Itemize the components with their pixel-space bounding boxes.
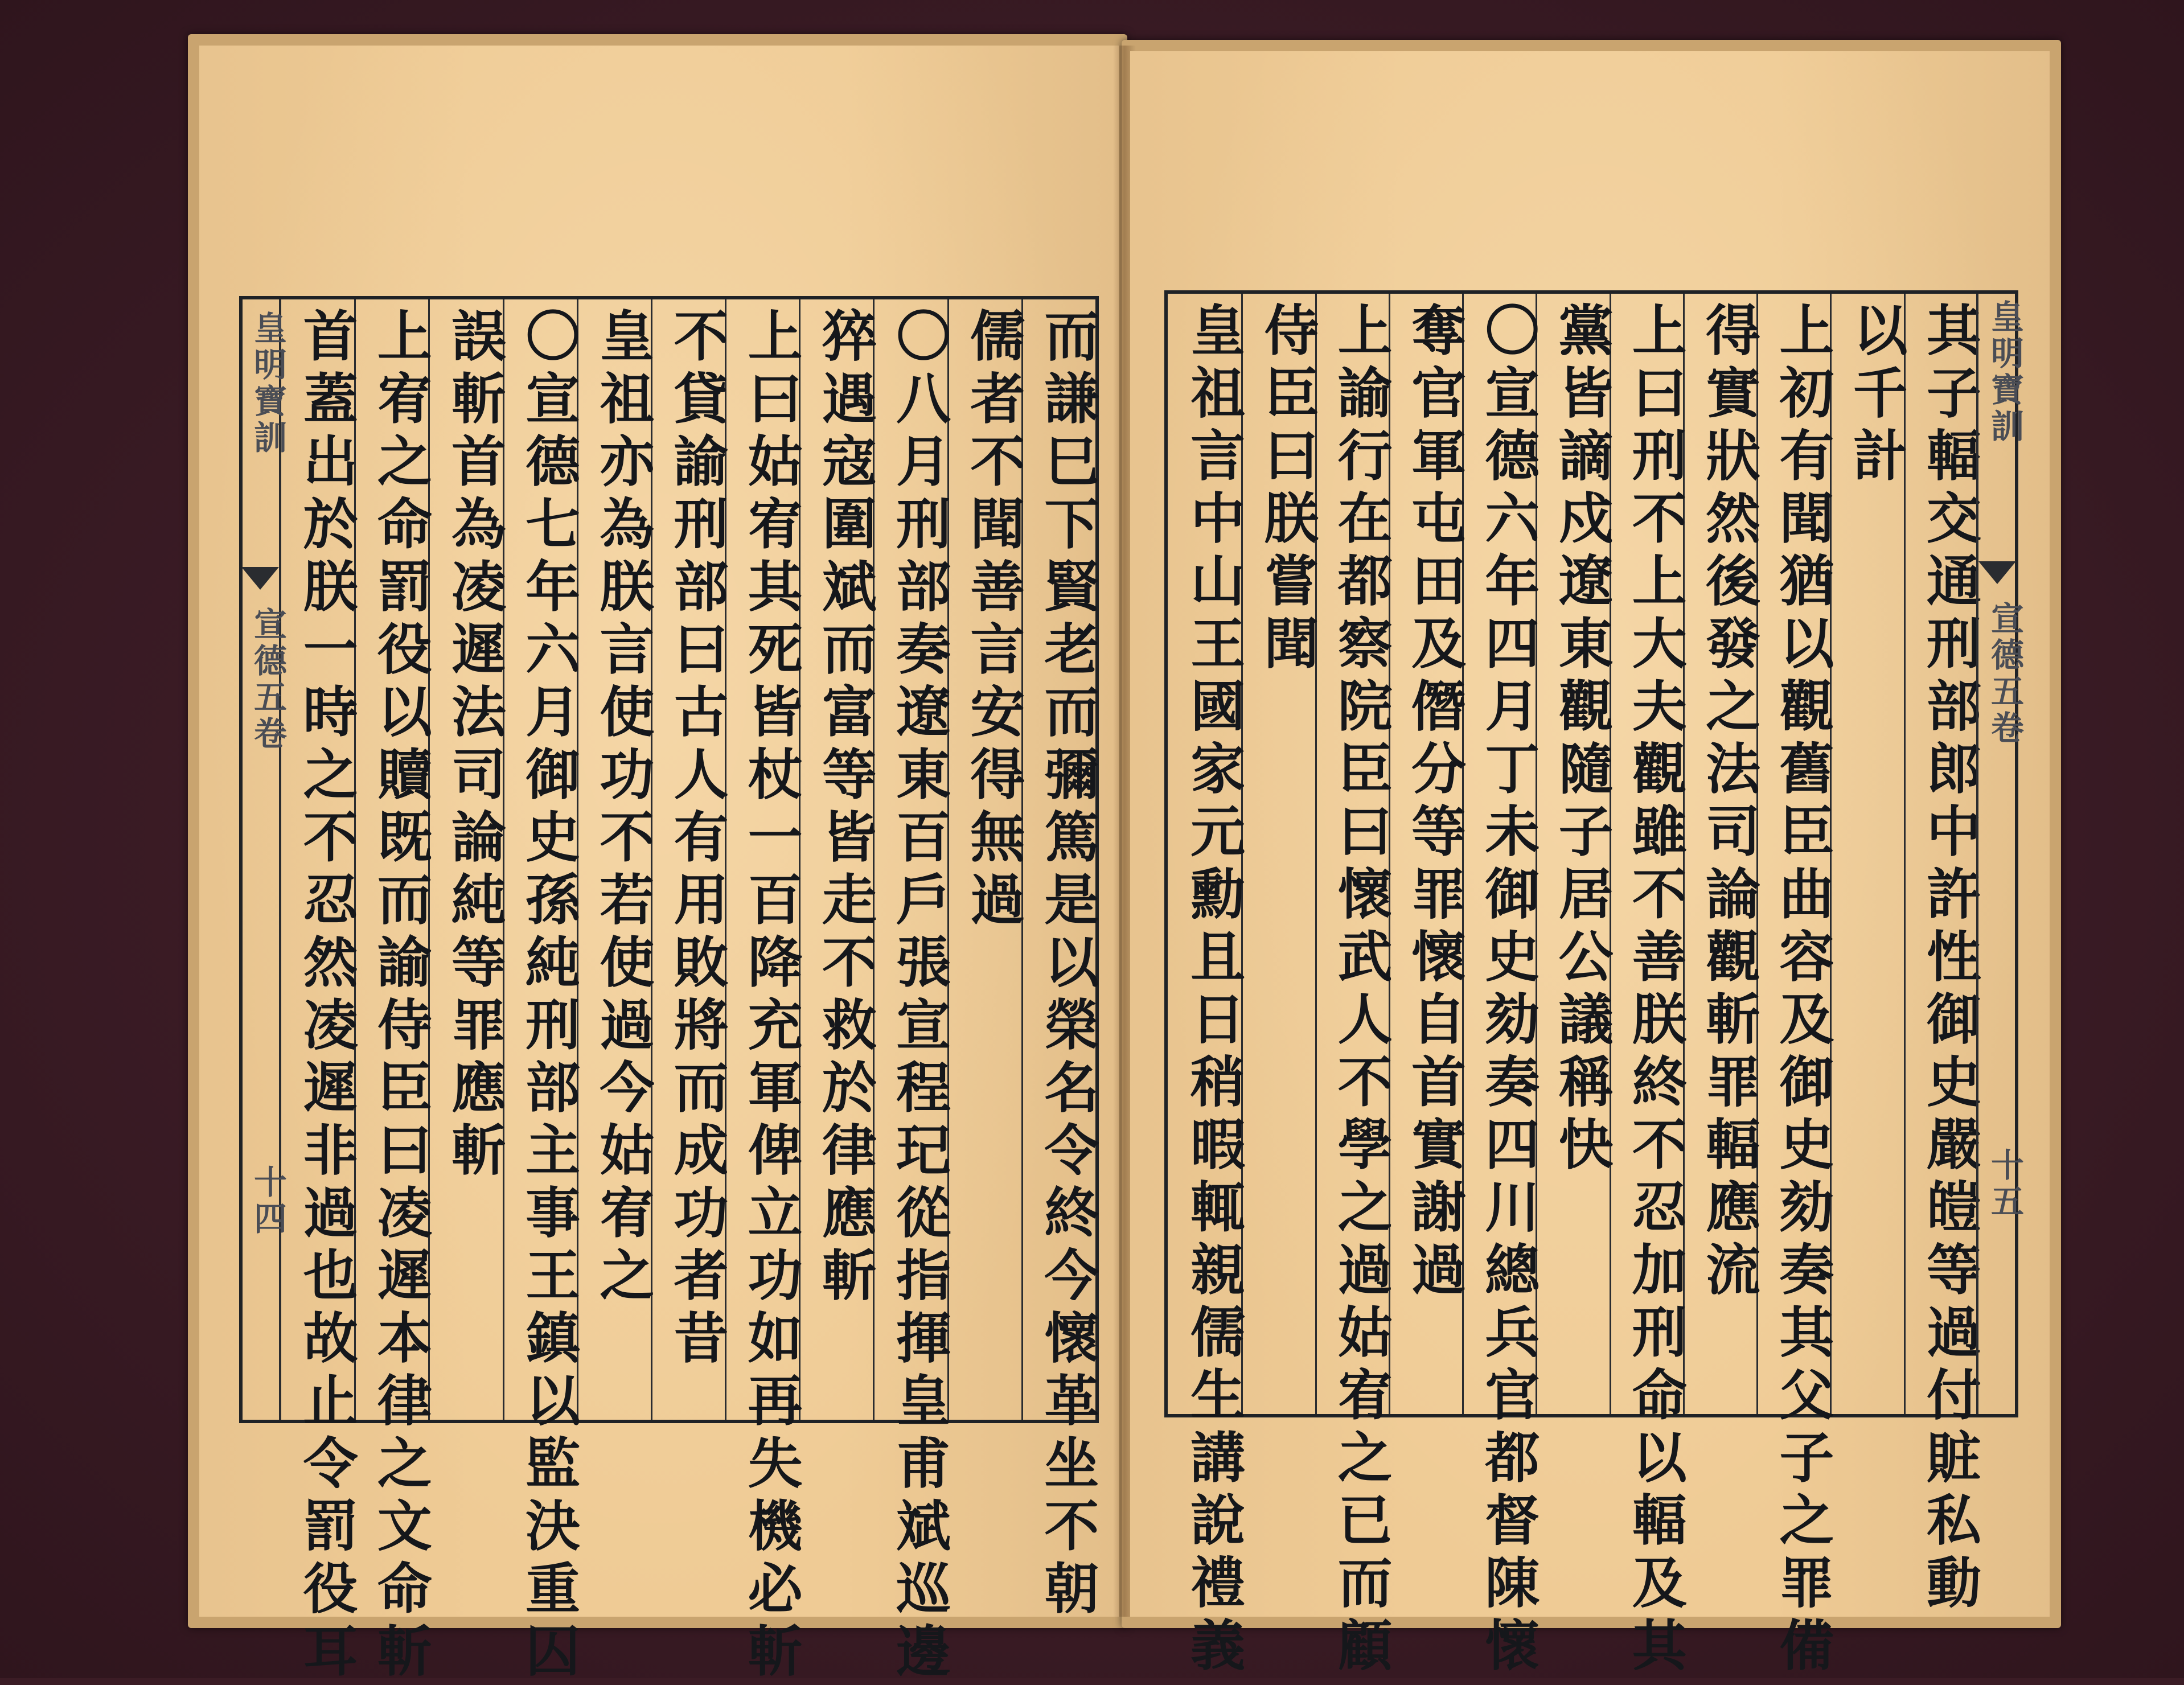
right_page-text-column: 〇宣德六年四月丁未御史劾奏四川總兵官都督陳懷 — [1476, 302, 1541, 1679]
right-margin-page-number: 十五 — [1985, 1148, 2024, 1220]
right_page-text-column: 其子輻交通刑部郎中許性御史嚴皚等過付賍私動 — [1918, 302, 1982, 1617]
right-margin-title: 皇明寶訓 — [1985, 299, 2024, 445]
left-margin-title: 皇明寶訓 — [248, 311, 287, 457]
right-text-columns — [1168, 294, 1982, 1679]
right_page-text-column: 以千計 — [1844, 302, 1909, 490]
left_page-text-column: 猝遇寇圍斌而富等皆走不救於律應斬 — [813, 307, 878, 1309]
left_page-text-column: 誤斬首為凌遲法司論純等罪應斬 — [442, 307, 507, 1184]
left_page-text-column: 上宥之命罰役以贖既而諭侍臣曰凌遲本律之文命斬 — [368, 307, 433, 1685]
left_page-text-column: 皇祖亦為朕言使功不若使過今姑宥之 — [590, 307, 655, 1309]
right_page-text-column: 侍臣曰朕嘗聞 — [1255, 302, 1320, 677]
right_page-text-column: 上諭行在都察院臣曰懷武人不學之過姑宥之已而顧 — [1329, 302, 1394, 1679]
right-margin-column — [1976, 294, 2024, 1414]
right_page-text-column: 得實狀然後發之法司論觀斬罪輻應流 — [1697, 302, 1762, 1304]
right-fish-tail-upper — [1978, 561, 2016, 584]
open-book — [188, 23, 2061, 1685]
left_page-text-column: 〇宣德七年六月御史孫純刑部主事王鎮以監決重囚 — [516, 307, 581, 1685]
right-page — [1130, 51, 2050, 1679]
left_page-text-column: 上曰姑宥其死皆杖一百降充軍俾立功如再失機必斬 — [739, 307, 804, 1685]
right_page-text-column: 上曰刑不上大夫觀雖不善朕終不忍加刑命以輻及其 — [1623, 302, 1688, 1679]
left_page-text-column: 首蓋出於朕一時之不忍然凌遲非過也故止令罰役耳 — [294, 307, 359, 1685]
right_page-text-column: 黨皆謫戍遼東觀隨子居公議稱快 — [1550, 302, 1614, 1178]
left_page-text-column: 〇八月刑部奏遼東百戶張宣程玘從指揮皇甫斌巡邊 — [887, 307, 952, 1685]
left-fish-tail-upper — [241, 567, 279, 590]
left_page-text-column: 儒者不聞善言安得無過 — [961, 307, 1026, 934]
left-margin-section: 宣德五卷 — [248, 607, 287, 753]
right_page-text-column: 上初有聞猶以觀舊臣曲容及御史劾奏其父子之罪備 — [1770, 302, 1835, 1679]
left-text-columns — [280, 299, 1100, 1685]
right-text-frame — [1164, 290, 2024, 1679]
left-margin-page-number: 十四 — [248, 1165, 287, 1238]
left_page-text-column: 而謙巳下賢老而彌篤是以榮名令終今懷革坐不朝 — [1035, 307, 1100, 1622]
right-margin-section: 宣德五卷 — [1985, 601, 2024, 747]
right_page-text-column: 皇祖言中山王國家元勳且日稍暇輒親儒生講說禮義 — [1181, 302, 1246, 1679]
left_page-text-column: 不貸諭刑部曰古人有用敗將而成功者昔 — [665, 307, 729, 1372]
left-page — [199, 46, 1119, 1685]
right_page-text-column: 奪官軍屯田及僭分等罪懷自首實謝過 — [1402, 302, 1467, 1304]
left-text-frame — [239, 296, 1100, 1685]
left-margin-column — [241, 299, 287, 1420]
